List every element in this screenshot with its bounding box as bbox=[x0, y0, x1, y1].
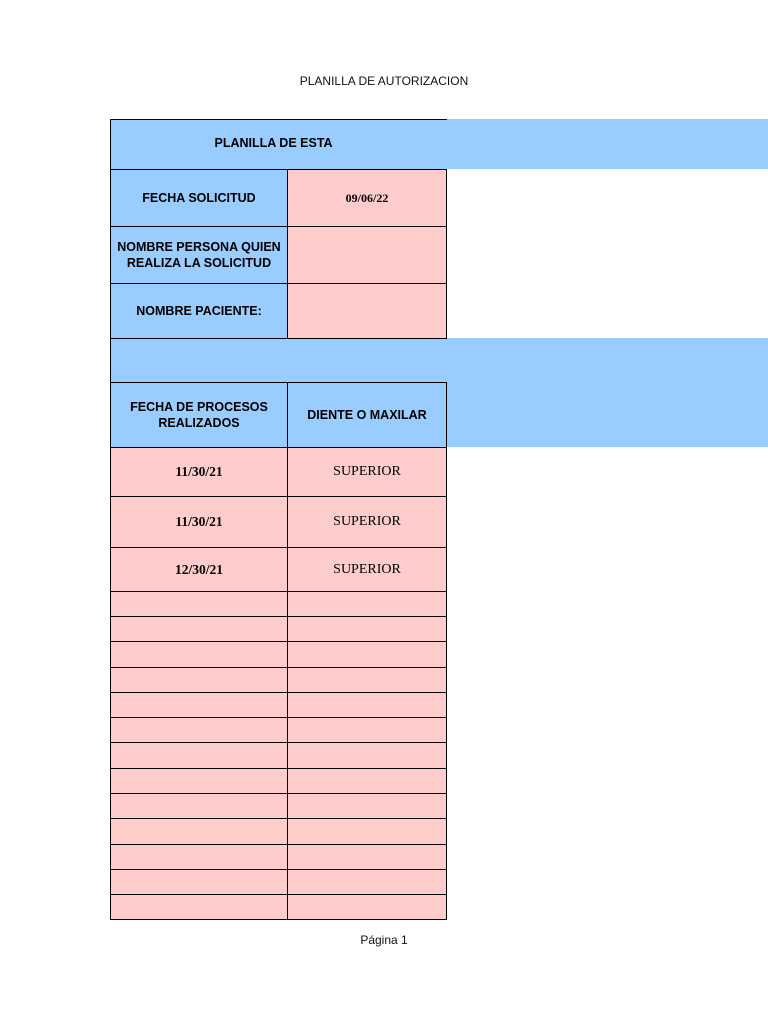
column-header-diente: DIENTE O MAXILAR bbox=[288, 383, 447, 448]
table-row bbox=[111, 895, 447, 920]
solicitante-label: NOMBRE PERSONA QUIEN REALIZA LA SOLICITUD bbox=[111, 227, 288, 284]
title-band-extension bbox=[446, 119, 768, 169]
fecha-proceso-cell[interactable] bbox=[111, 819, 288, 845]
diente-maxilar-cell[interactable] bbox=[288, 845, 447, 870]
table-row bbox=[111, 693, 447, 718]
diente-maxilar-cell[interactable]: SUPERIOR bbox=[288, 548, 447, 592]
section-title bbox=[111, 339, 447, 383]
column-header-row bbox=[111, 383, 447, 448]
solicitante-field[interactable] bbox=[288, 227, 447, 284]
diente-maxilar-cell[interactable] bbox=[288, 592, 447, 617]
fecha-proceso-cell[interactable] bbox=[111, 617, 288, 642]
diente-maxilar-cell[interactable] bbox=[288, 794, 447, 819]
fecha-proceso-cell[interactable]: 12/30/21 bbox=[111, 548, 288, 592]
diente-maxilar-cell[interactable] bbox=[288, 668, 447, 693]
table-row bbox=[111, 592, 447, 617]
table-row bbox=[111, 870, 447, 895]
diente-maxilar-cell[interactable] bbox=[288, 819, 447, 845]
table-row bbox=[111, 769, 447, 794]
form-title-row bbox=[111, 120, 447, 170]
table-row bbox=[111, 819, 447, 845]
fecha-solicitud-label: FECHA SOLICITUD bbox=[111, 170, 288, 227]
table-row bbox=[111, 548, 447, 592]
page-header: PLANILLA DE AUTORIZACION bbox=[299, 74, 469, 88]
diente-maxilar-cell[interactable] bbox=[288, 870, 447, 895]
table-row bbox=[111, 497, 447, 548]
table-row bbox=[111, 794, 447, 819]
table-row bbox=[111, 743, 447, 769]
section-row bbox=[111, 339, 447, 383]
fecha-proceso-cell[interactable] bbox=[111, 693, 288, 718]
authorization-form-table bbox=[110, 119, 447, 920]
table-row bbox=[111, 448, 447, 497]
table-row bbox=[111, 718, 447, 743]
fecha-solicitud-row bbox=[111, 170, 447, 227]
fecha-proceso-cell[interactable]: 11/30/21 bbox=[111, 497, 288, 548]
form-title: PLANILLA DE ESTA bbox=[214, 135, 333, 150]
diente-maxilar-cell[interactable] bbox=[288, 642, 447, 668]
fecha-proceso-cell[interactable] bbox=[111, 592, 288, 617]
fecha-proceso-cell[interactable] bbox=[111, 642, 288, 668]
diente-maxilar-cell[interactable] bbox=[288, 895, 447, 920]
section-band-extension bbox=[446, 338, 768, 447]
fecha-proceso-cell[interactable] bbox=[111, 895, 288, 920]
diente-maxilar-cell[interactable] bbox=[288, 743, 447, 769]
fecha-proceso-cell[interactable] bbox=[111, 769, 288, 794]
diente-maxilar-cell[interactable] bbox=[288, 769, 447, 794]
fecha-proceso-cell[interactable] bbox=[111, 870, 288, 895]
fecha-proceso-cell[interactable] bbox=[111, 845, 288, 870]
paciente-label: NOMBRE PACIENTE: bbox=[111, 284, 288, 339]
column-header-fecha: FECHA DE PROCESOS REALIZADOS bbox=[111, 383, 288, 448]
fecha-proceso-cell[interactable]: 11/30/21 bbox=[111, 448, 288, 497]
diente-maxilar-cell[interactable]: SUPERIOR bbox=[288, 497, 447, 548]
table-row bbox=[111, 668, 447, 693]
paciente-field[interactable] bbox=[288, 284, 447, 339]
diente-maxilar-cell[interactable] bbox=[288, 617, 447, 642]
fecha-solicitud-field[interactable]: 09/06/22 bbox=[288, 170, 447, 227]
fecha-proceso-cell[interactable] bbox=[111, 794, 288, 819]
paciente-row bbox=[111, 284, 447, 339]
diente-maxilar-cell[interactable]: SUPERIOR bbox=[288, 448, 447, 497]
form-title-cell bbox=[111, 120, 447, 170]
diente-maxilar-cell[interactable] bbox=[288, 718, 447, 743]
table-row bbox=[111, 845, 447, 870]
page-footer: Página 1 bbox=[360, 933, 408, 947]
table-row bbox=[111, 617, 447, 642]
fecha-proceso-cell[interactable] bbox=[111, 718, 288, 743]
table-row bbox=[111, 642, 447, 668]
solicitante-row bbox=[111, 227, 447, 284]
fecha-proceso-cell[interactable] bbox=[111, 743, 288, 769]
diente-maxilar-cell[interactable] bbox=[288, 693, 447, 718]
fecha-proceso-cell[interactable] bbox=[111, 668, 288, 693]
